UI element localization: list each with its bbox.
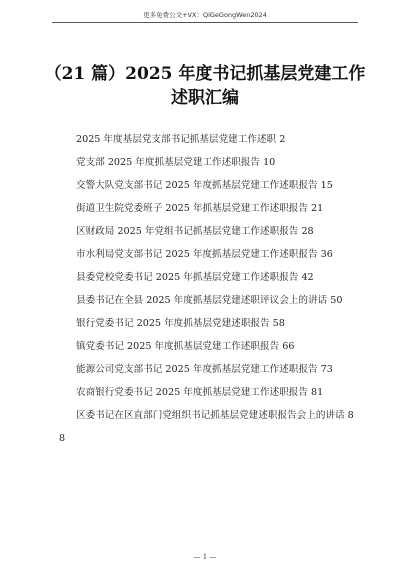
toc-item: 市水利局党支部书记 2025 年度抓基层党建工作述职报告 36: [76, 249, 333, 260]
toc-item: 县委书记在全县 2025 年度抓基层党建述职评议会上的讲话 50: [76, 295, 343, 306]
page-header: 更多免费公文+VX：QiGeGongWen2024: [143, 11, 267, 19]
toc-item: 区财政局 2025 年党组书记抓基层党建工作述职报告 28: [76, 226, 314, 237]
toc-item: 镇党委书记 2025 年度抓基层党建工作述职报告 66: [76, 341, 295, 352]
title-line-2: 述职汇编: [171, 88, 239, 108]
document-title: [0, 62, 410, 110]
toc-item: 银行党委书记 2025 年度抓基层党建述职报告 58: [76, 318, 285, 329]
toc-item: 区委书记在区直部门党组织书记抓基层党建述职报告会上的讲话 88: [59, 410, 354, 444]
page-number: — 1 —: [193, 553, 217, 561]
table-of-contents: [59, 128, 355, 450]
toc-item: 2025 年度基层党支部书记抓基层党建工作述职 2: [76, 134, 286, 145]
toc-item: 农商银行党委书记 2025 年度抓基层党建工作述职报告 81: [76, 387, 324, 398]
title-line-1: （21 篇）2025 年度书记抓基层党建工作: [44, 64, 366, 84]
toc-item: 能源公司党支部书记 2025 年度抓基层党建工作述职报告 73: [76, 364, 333, 375]
header-rule: [52, 22, 358, 23]
toc-item: 街道卫生院党委班子 2025 年抓基层党建工作述职报告 21: [76, 203, 324, 214]
toc-item: 县委党校党委书记 2025 年抓基层党建工作述职报告 42: [76, 272, 314, 283]
toc-item: 交警大队党支部书记 2025 年度抓基层党建工作述职报告 15: [76, 180, 333, 191]
toc-item: 党支部 2025 年度抓基层党建工作述职报告 10: [76, 157, 276, 168]
